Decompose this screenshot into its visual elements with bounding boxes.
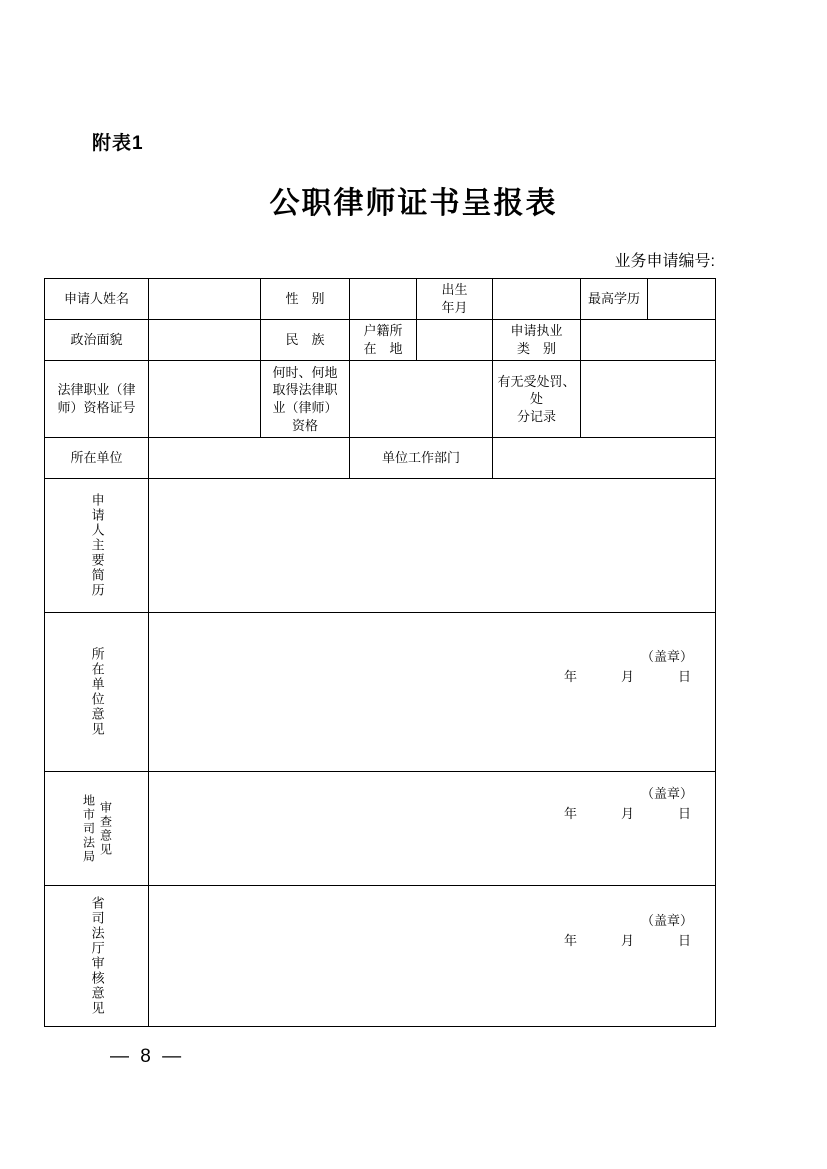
legal-qualification-cert-no-label: 法律职业（律 师）资格证号 [45, 361, 149, 438]
applicant-resume-value[interactable] [149, 479, 716, 613]
city-bureau-name-text: 地市司法局 [81, 793, 96, 864]
city-bureau-opinion-seal: （盖章） [640, 785, 693, 801]
gender-value[interactable] [350, 279, 417, 320]
application-form-table [44, 278, 716, 1027]
table-row [45, 279, 716, 320]
birth-date-value[interactable] [493, 279, 581, 320]
work-department-label: 单位工作部门 [350, 438, 493, 479]
city-bureau-opinion-value[interactable] [149, 772, 716, 886]
work-unit-label: 所在单位 [45, 438, 149, 479]
unit-opinion-date: 年 月 日 [563, 669, 697, 685]
ethnicity-label: 民 族 [261, 320, 350, 361]
punishment-record-value[interactable] [581, 361, 716, 438]
table-row [45, 772, 716, 886]
province-department-opinion-label [45, 886, 149, 1027]
unit-opinion-label [45, 613, 149, 772]
province-department-opinion-seal: （盖章） [640, 913, 693, 929]
highest-education-label: 最高学历 [581, 279, 648, 320]
qualification-when-where-label: 何时、何地 取得法律职 业（律师） 资格 [261, 361, 350, 438]
table-row [45, 320, 716, 361]
page-title: 公职律师证书呈报表 [269, 187, 558, 220]
table-row [45, 613, 716, 772]
applicant-name-label: 申请人姓名 [45, 279, 149, 320]
city-bureau-review-text: 审查意见 [98, 800, 113, 857]
page-number: — 8 — [110, 1046, 185, 1067]
birth-date-label: 出生 年月 [417, 279, 493, 320]
practice-type-value[interactable] [581, 320, 716, 361]
table-row [45, 438, 716, 479]
application-number-label: 业务申请编号: [614, 253, 715, 270]
punishment-record-label: 有无受处罚、处 分记录 [493, 361, 581, 438]
work-unit-value[interactable] [149, 438, 350, 479]
table-row [45, 479, 716, 613]
unit-opinion-seal: （盖章） [640, 649, 693, 665]
political-status-label: 政治面貌 [45, 320, 149, 361]
province-department-opinion-label-text: 省司法厅审核意见 [89, 896, 105, 1016]
attachment-label: 附表1 [92, 133, 144, 154]
unit-opinion-label-text: 所在单位意见 [89, 647, 105, 737]
province-department-opinion-value[interactable] [149, 886, 716, 1027]
highest-education-value[interactable] [648, 279, 716, 320]
qualification-when-where-value[interactable] [350, 361, 493, 438]
applicant-name-value[interactable] [149, 279, 261, 320]
work-department-value[interactable] [493, 438, 716, 479]
city-bureau-opinion-label [45, 772, 149, 886]
residence-value[interactable] [417, 320, 493, 361]
political-status-value[interactable] [149, 320, 261, 361]
legal-qualification-cert-no-value[interactable] [149, 361, 261, 438]
unit-opinion-value[interactable] [149, 613, 716, 772]
practice-type-label: 申请执业 类 别 [493, 320, 581, 361]
gender-label: 性 别 [261, 279, 350, 320]
residence-label: 户籍所 在 地 [350, 320, 417, 361]
table-row [45, 361, 716, 438]
applicant-resume-label-text: 申请人主要简历 [89, 493, 105, 598]
table-row [45, 886, 716, 1027]
province-department-opinion-date: 年 月 日 [563, 933, 697, 949]
city-bureau-opinion-date: 年 月 日 [563, 805, 697, 821]
applicant-resume-label [45, 479, 149, 613]
